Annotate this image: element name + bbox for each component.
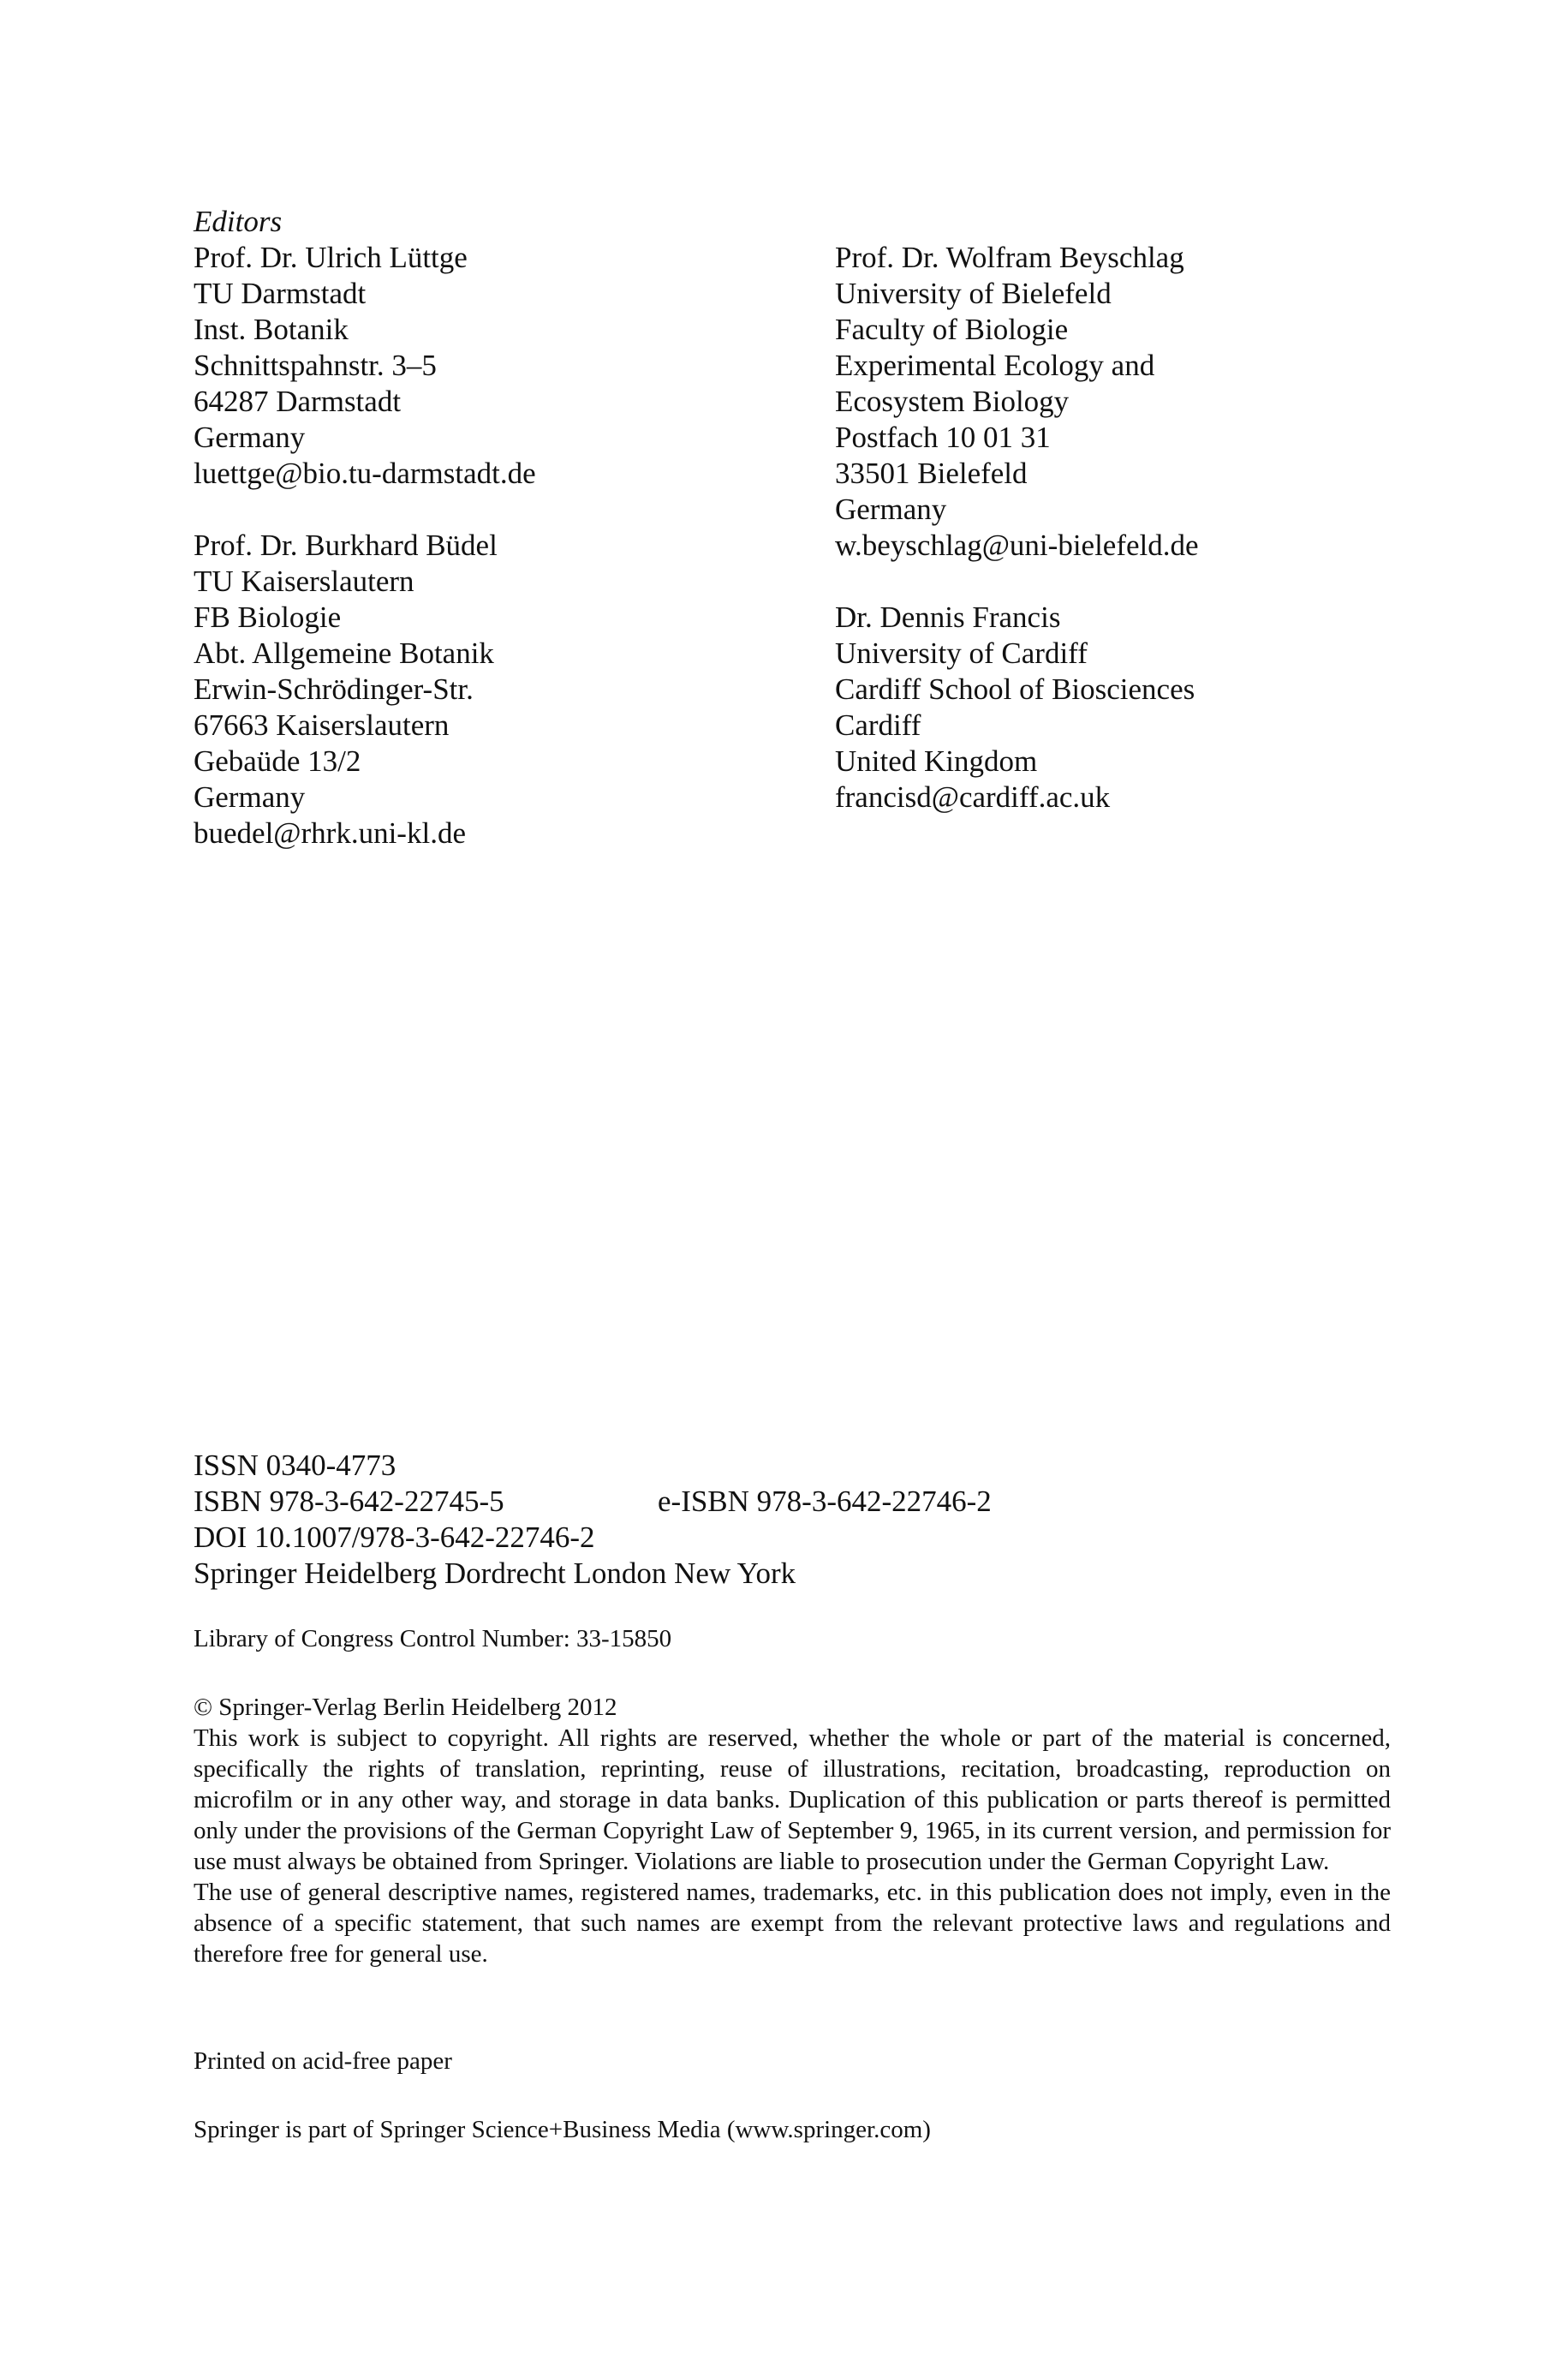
editor-country: Germany [835,493,947,526]
editor-institution: University of Cardiff [835,636,1088,670]
editor-email: buedel@rhrk.uni-kl.de [194,816,466,850]
editor-address-beyschlag [835,240,1199,564]
editor-postbox: Postfach 10 01 31 [835,421,1051,454]
editor-email: w.beyschlag@uni-bielefeld.de [835,529,1199,562]
editor-name: Dr. Dennis Francis [835,600,1061,634]
springer-affiliation: Springer is part of Springer Science+Business Media (www.springer.com) [194,2116,931,2143]
editors-heading: Editors [194,205,283,238]
copyright-notice [194,1692,1391,1969]
issn: ISSN 0340-4773 [194,1449,396,1482]
editor-email: luettge@bio.tu-darmstadt.de [194,457,536,490]
editor-institution: TU Darmstadt [194,277,367,310]
doi: DOI 10.1007/978-3-642-22746-2 [194,1521,595,1554]
publisher-cities: Springer Heidelberg Dordrecht London New York [194,1556,796,1590]
editor-division-cont: Ecosystem Biology [835,385,1070,418]
lccn: Library of Congress Control Number: 33-15850 [194,1625,672,1652]
editor-email: francisd@cardiff.ac.uk [835,780,1111,814]
editor-country: United Kingdom [835,744,1038,778]
editor-institution: University of Bielefeld [835,277,1112,310]
editor-city: Cardiff [835,708,921,742]
editor-city: 33501 Bielefeld [835,457,1028,490]
editor-name: Prof. Dr. Ulrich Lüttge [194,241,468,274]
editor-country: Germany [194,421,306,454]
editor-department: Faculty of Biologie [835,313,1069,346]
editor-street: Erwin-Schrödinger-Str. [194,672,474,706]
editor-institution: TU Kaiserslautern [194,565,414,598]
editor-name: Prof. Dr. Burkhard Büdel [194,529,498,562]
editor-department: FB Biologie [194,600,342,634]
eisbn: e-ISBN 978-3-642-22746-2 [658,1485,992,1518]
editor-country: Germany [194,780,306,814]
editor-address-buedel [194,528,498,851]
copyright-line: © Springer-Verlag Berlin Heidelberg 2012 [194,1694,617,1721]
editor-division: Abt. Allgemeine Botanik [194,636,494,670]
editor-city: 67663 Kaiserslautern [194,708,450,742]
copyright-paragraph-1: This work is subject to copyright. All rights are reserved, whether the whole or part of the material is concerned, specifically the rights of translation, reprinting, reuse of illustrations, recitation, broadcasting, reproduction on microfilm or in any other way, and storage in data banks. Duplication of this publication or parts thereof is permitted only under the provisions of the German Copyright Law of September 9, 1965, in its current version, and permission for use must always be obtained from Springer. Violations are liable to prosecution under the German Copyright Law. [194,1724,1391,1875]
isbn-row [194,1484,1392,1520]
editor-address-luettge [194,240,536,492]
editor-department: Cardiff School of Biosciences [835,672,1195,706]
publication-identifiers [194,1448,1392,1592]
editor-department: Inst. Botanik [194,313,349,346]
editor-name: Prof. Dr. Wolfram Beyschlag [835,241,1184,274]
editor-building: Gebaüde 13/2 [194,744,361,778]
editor-division: Experimental Ecology and [835,349,1155,382]
acid-free-note: Printed on acid-free paper [194,2047,452,2075]
editor-street: Schnittspahnstr. 3–5 [194,349,437,382]
isbn: ISBN 978-3-642-22745-5 [194,1485,504,1518]
copyright-paragraph-2: The use of general descriptive names, registered names, trademarks, etc. in this publication does not imply, even in the absence of a specific statement, that such names are exempt from the relevant protective laws and regulations and therefore free for general use. [194,1879,1391,1968]
editor-address-francis [835,600,1195,816]
editor-city: 64287 Darmstadt [194,385,402,418]
